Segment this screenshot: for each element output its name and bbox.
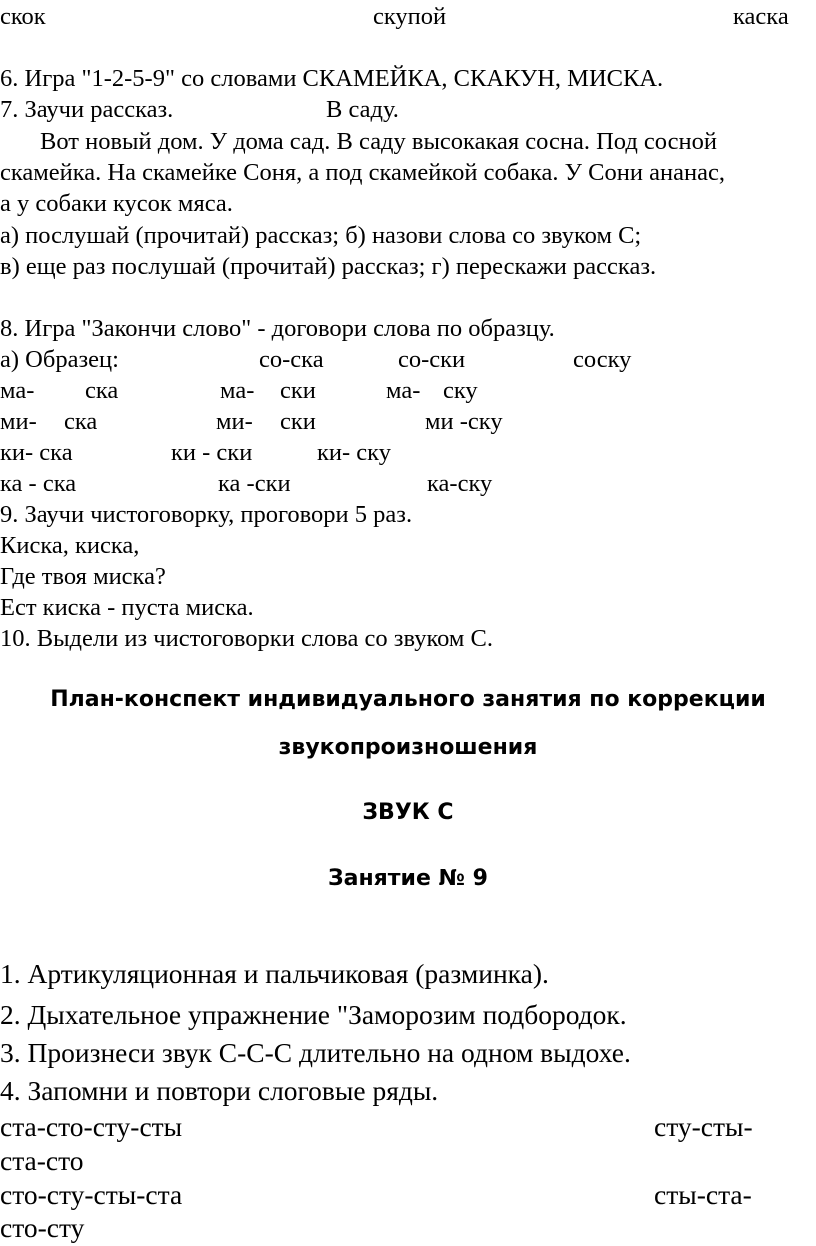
syllable-cell: ски <box>280 377 316 404</box>
word-skok: скок <box>0 3 46 30</box>
plan-item: 4. Запомни и повтори слоговые ряды. <box>0 1075 439 1106</box>
story-title: В саду. <box>326 96 399 123</box>
syllable-cell: ма- <box>386 377 421 404</box>
sound-heading: ЗВУК С <box>362 800 454 825</box>
story-line: а у собаки кусок мяса. <box>0 190 233 217</box>
syllable-cell: ми- <box>0 408 37 435</box>
plan-item: 3. Произнеси звук С-С-С длительно на одном выдохе. <box>0 1037 631 1068</box>
syllable-cell: со-ски <box>398 346 466 373</box>
plan-item: 1. Артикуляционная и пальчиковая (разминка). <box>0 958 549 989</box>
story-line: скамейка. На скамейке Соня, а под скамейкой собака. У Сони ананас, <box>0 159 725 186</box>
syllable-series: сты-ста- <box>654 1179 752 1210</box>
syllable-cell: ма- <box>0 377 35 404</box>
plan-heading: звукопроизношения <box>278 735 538 760</box>
syllable-series: сто-сту-сты-ста <box>0 1179 183 1210</box>
word-kaska: каска <box>733 3 789 30</box>
exercise-8: 8. Игра "Закончи слово" - договори слова по образцу. <box>0 315 555 342</box>
lesson-heading: Занятие № 9 <box>328 866 488 891</box>
syllable-cell: ки- ска <box>0 439 73 466</box>
rhyme-line: Где твоя миска? <box>0 563 166 590</box>
syllable-cell: ка -ски <box>218 470 291 497</box>
syllable-series: ста-сто <box>0 1145 84 1176</box>
syllable-series: ста-сто-сту-сты <box>0 1111 183 1142</box>
syllable-sample-label: а) Образец: <box>0 346 119 373</box>
plan-heading: План-конспект индивидуального занятия по коррекции <box>50 687 766 712</box>
syllable-cell: ки- ску <box>317 439 391 466</box>
syllable-cell: соску <box>573 346 632 373</box>
task-line: а) послушай (прочитай) рассказ; б) назови слова со звуком С; <box>0 222 642 249</box>
exercise-6: 6. Игра "1-2-5-9" со словами СКАМЕЙКА, СКАКУН, МИСКА. <box>0 65 664 92</box>
syllable-cell: ки - ски <box>171 439 253 466</box>
syllable-series: сто-сту <box>0 1212 85 1243</box>
syllable-series: сту-сты- <box>654 1111 753 1142</box>
syllable-cell: ски <box>280 408 316 435</box>
syllable-cell: ка-ску <box>427 470 493 497</box>
plan-item: 2. Дыхательное упражнение "Заморозим подбородок. <box>0 999 627 1030</box>
rhyme-line: Киска, киска, <box>0 532 140 559</box>
exercise-10: 10. Выдели из чистоговорки слова со звуком С. <box>0 625 493 652</box>
syllable-cell: ску <box>443 377 478 404</box>
syllable-cell: ми- <box>216 408 253 435</box>
syllable-cell: ка - ска <box>0 470 77 497</box>
exercise-9: 9. Заучи чистоговорку, проговори 5 раз. <box>0 501 413 528</box>
rhyme-line: Ест киска - пуста миска. <box>0 594 254 621</box>
story-line: Вот новый дом. У дома сад. В саду высокакая сосна. Под сосной <box>40 128 718 155</box>
exercise-7: 7. Заучи рассказ. <box>0 96 174 123</box>
syllable-cell: ма- <box>220 377 255 404</box>
syllable-cell: ми -ску <box>425 408 503 435</box>
syllable-cell: ска <box>85 377 119 404</box>
task-line: в) еще раз послушай (прочитай) рассказ; г) перескажи рассказ. <box>0 253 657 280</box>
syllable-cell: ска <box>64 408 98 435</box>
word-skupoy: скупой <box>373 3 447 30</box>
syllable-cell: со-ска <box>259 346 324 373</box>
